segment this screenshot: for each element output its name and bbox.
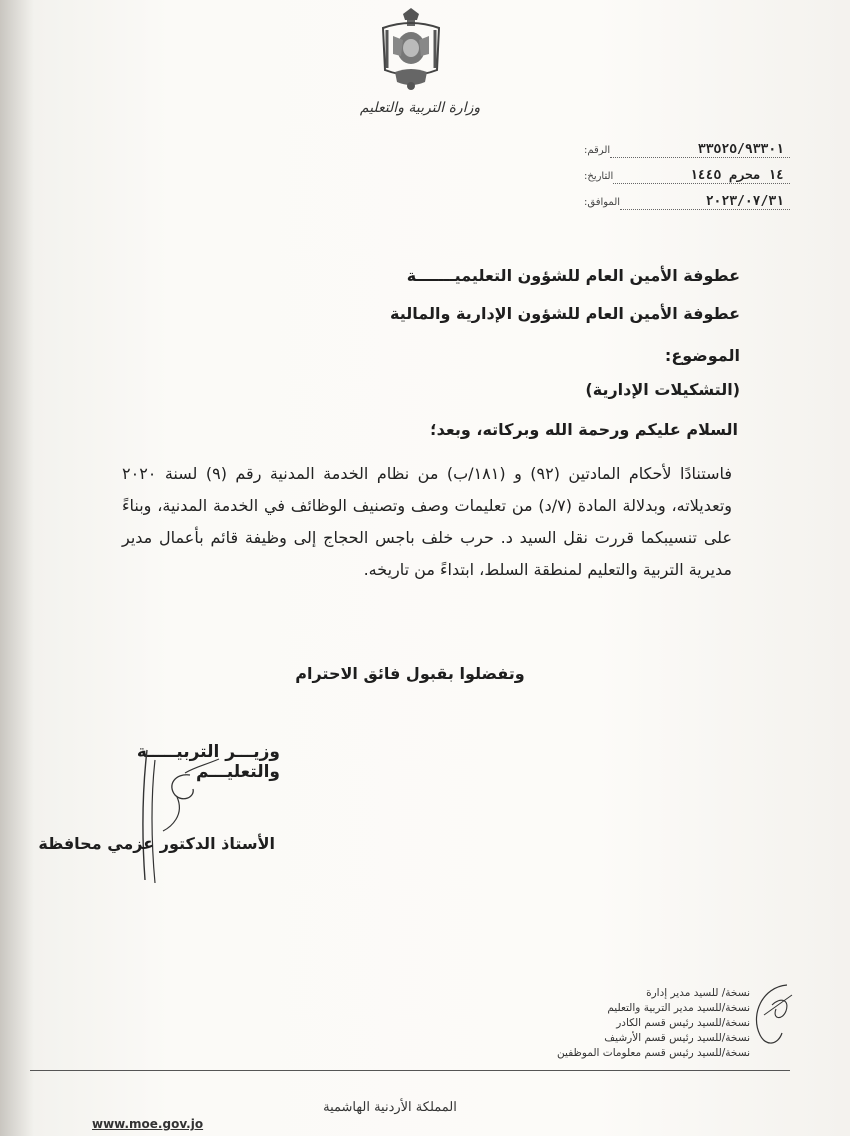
signatory-name: الأستاذ الدكتور عزمي محافظة [38, 834, 275, 853]
closing-line: وتفضلوا بقبول فائق الاحترام [295, 664, 525, 683]
reference-date-gregorian: ٢٠٢٣/٠٧/٣١ [620, 194, 790, 210]
reference-date-label: التاريخ: [584, 171, 614, 182]
handwritten-signature [115, 745, 225, 885]
footer-divider [30, 1070, 790, 1071]
copy-item: نسخة/للسيد رئيس قسم معلومات الموظفين [557, 1047, 750, 1059]
reference-date-hijri: ١٤ محرم ١٤٤٥ [613, 168, 790, 184]
reference-number-value: ٣٣٥٢٥/٩٣٣٠١ [610, 142, 790, 158]
ministry-header: وزارة التربية والتعليم [359, 100, 481, 116]
footer-kingdom: المملكة الأردنية الهاشمية [323, 1100, 457, 1115]
coat-of-arms-emblem [373, 6, 449, 92]
copies-list [490, 986, 750, 1061]
reference-number-label: الرقم: [584, 145, 611, 156]
letter-body: فاستنادًا لأحكام المادتين (٩٢) و (١٨١/ب) من نظام الخدمة المدنية رقم (٩) لسنة ٢٠٢٠ وتعديلاته، وبدلالة المادة (٧/د) من تعليمات وصف وتصنيف الوظائف في الخدمة المدنية، وبناءً على تنسيبكما قررت نقل السيد د. حرب خلف باجس الحجاج إلى وظيفة قائم بأعمال مدير مديرية التربية والتعليم لمنطقة السلط، ابتداءً من تاريخه. [122, 464, 733, 579]
reference-corresponding-row [580, 194, 790, 220]
addressee-1: عطوفة الأمين العام للشؤون التعليميـــــــة [406, 266, 740, 285]
copy-item: نسخة/للسيد رئيس قسم الكادر [616, 1017, 750, 1029]
reference-date-row [580, 168, 790, 194]
copy-item: نسخة/للسيد رئيس قسم الأرشيف [604, 1032, 750, 1044]
website-link[interactable]: www.moe.gov.jo [92, 1117, 204, 1131]
greeting: السلام عليكم ورحمة الله وبركاته، وبعد؛ [430, 420, 738, 439]
copy-item: نسخة/للسيد مدير التربية والتعليم [607, 1002, 750, 1014]
reference-block [580, 142, 790, 220]
subject: (التشكيلات الإدارية) [585, 380, 740, 399]
reference-number-row [580, 142, 790, 168]
initials-signature [742, 975, 797, 1055]
addressee-2: عطوفة الأمين العام للشؤون الإدارية والمالية [390, 304, 740, 323]
reference-corresponding-label: الموافق: [584, 197, 621, 208]
signatory-title: وزيـــر التربيـــــة والتعليـــم [136, 742, 280, 782]
subject-label: الموضوع: [664, 346, 740, 365]
copy-item: نسخة/ للسيد مدير إدارة [646, 987, 750, 999]
